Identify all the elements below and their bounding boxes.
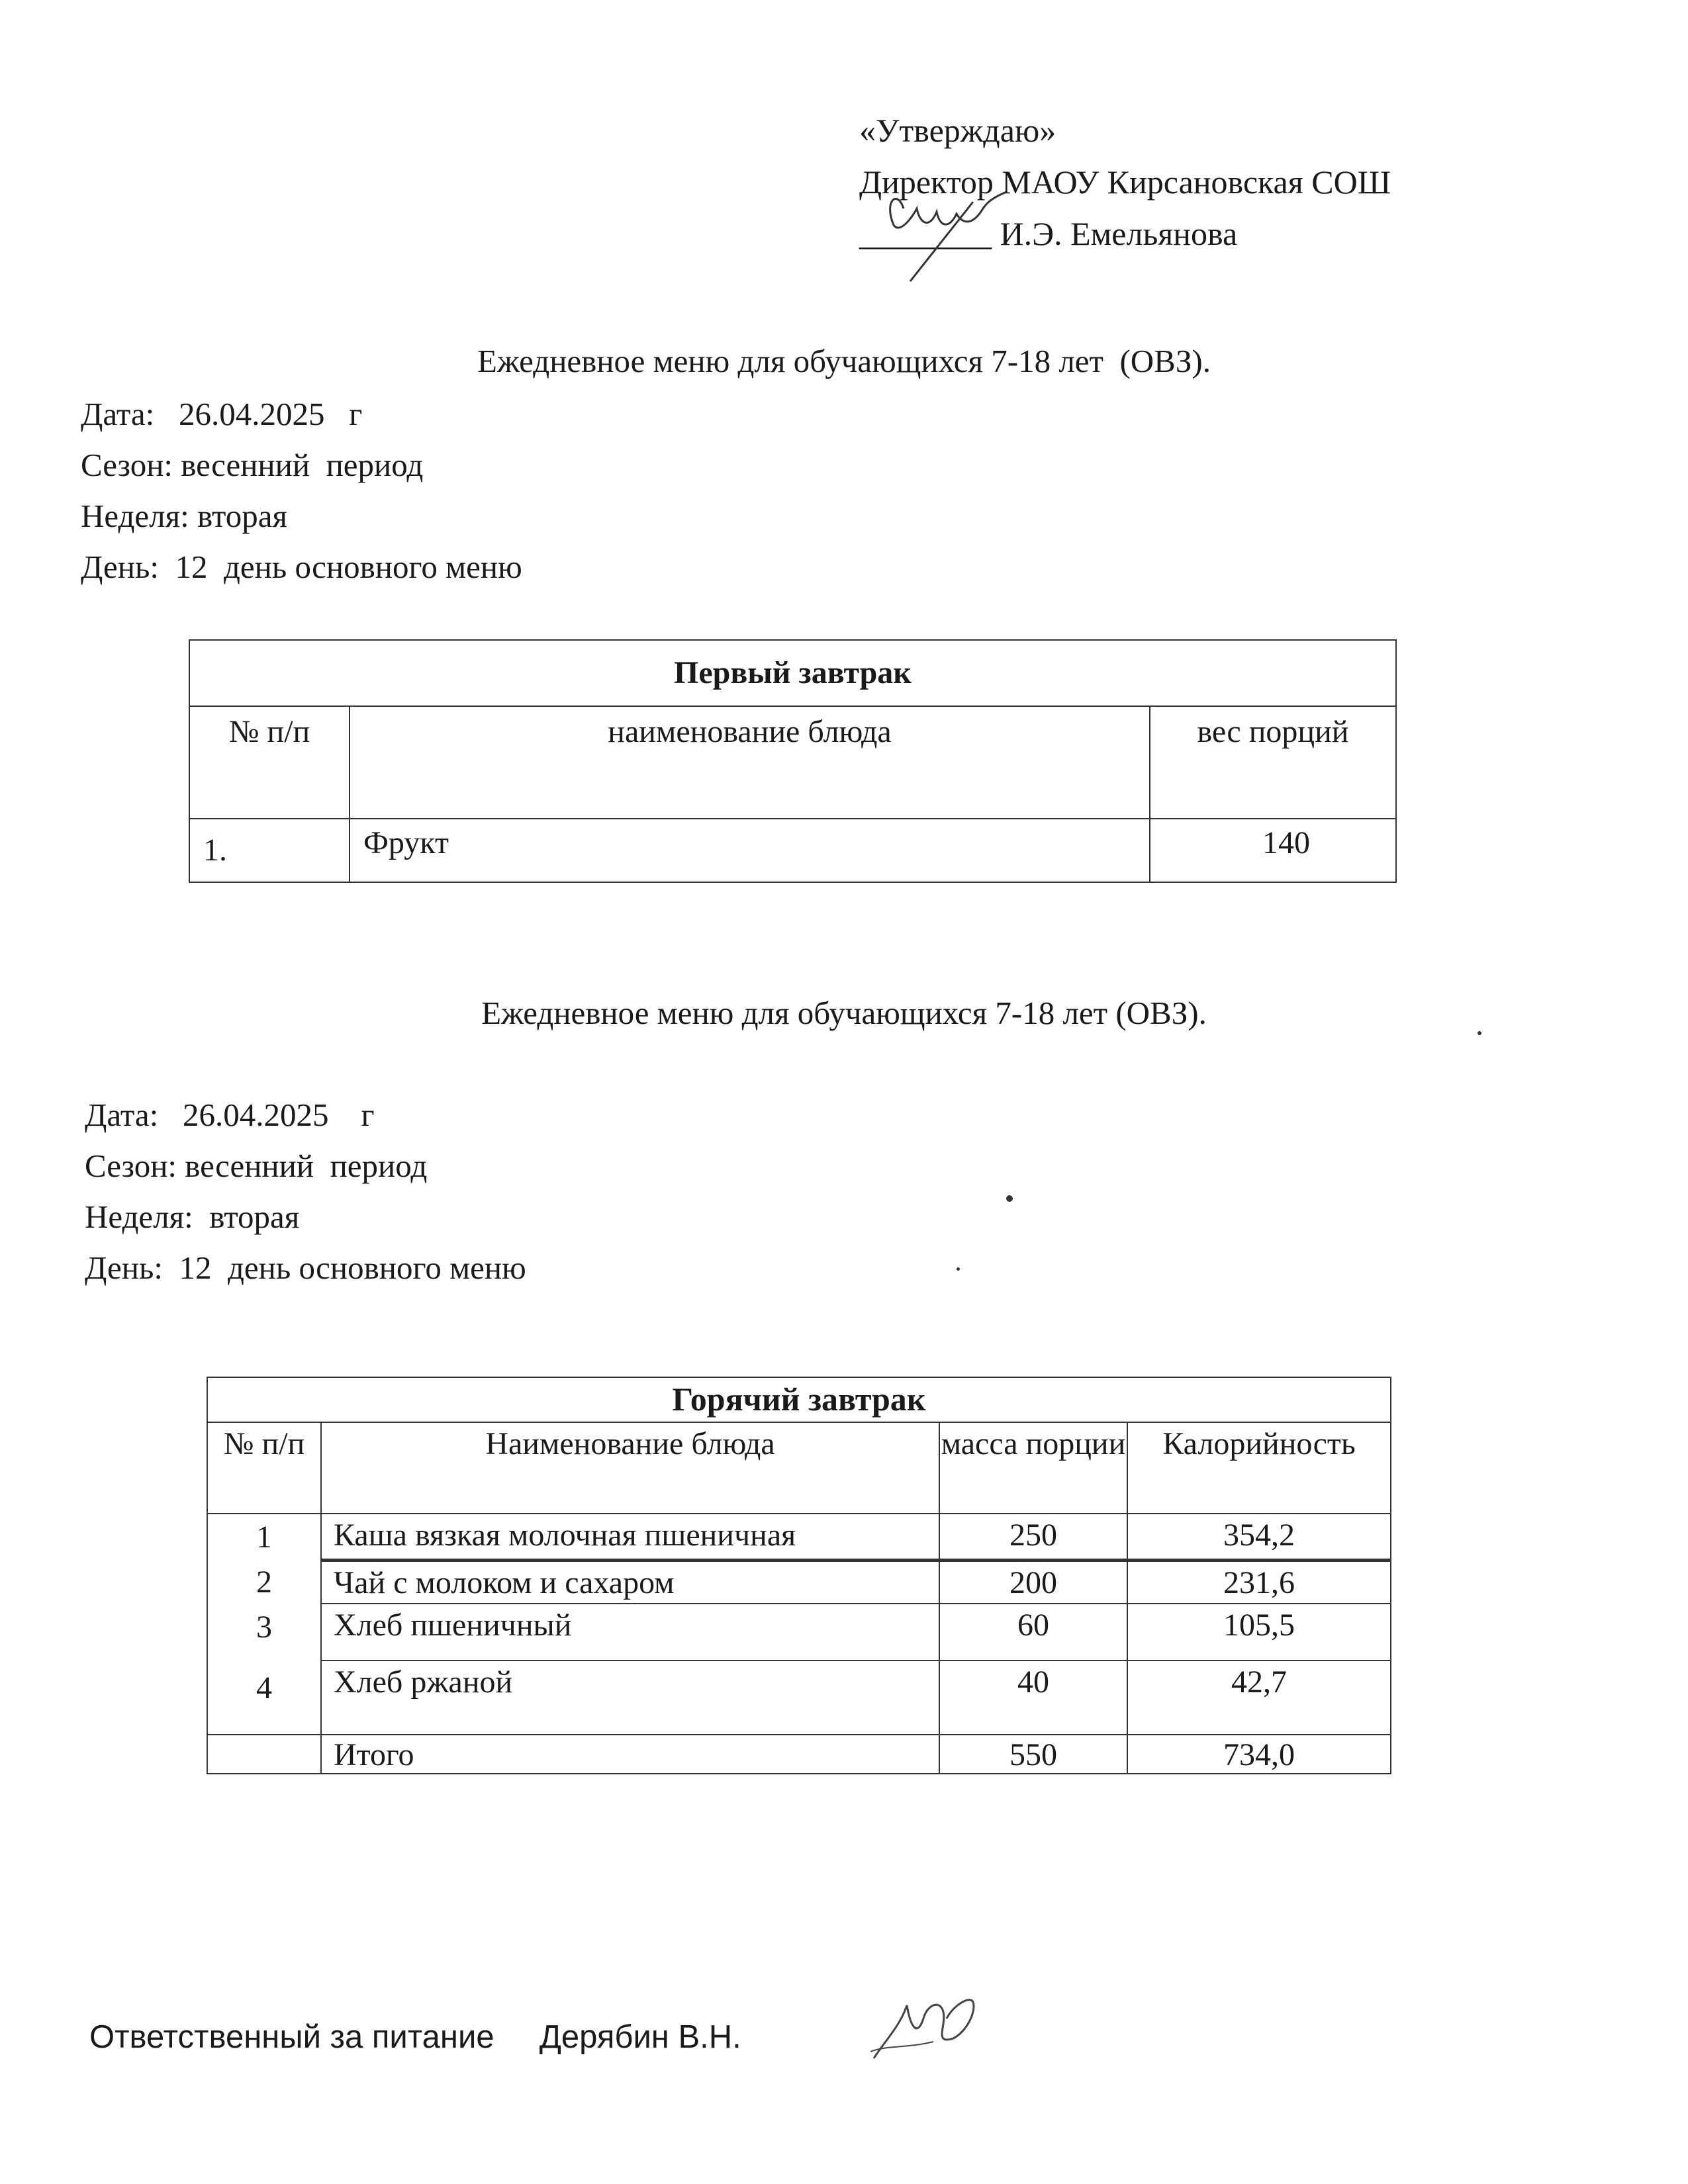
table-row [189,819,1396,882]
col-header-dish: Наименование блюда [321,1422,939,1514]
section2-day: День: 12 день основного меню [85,1250,526,1286]
row-weight: 140 [1150,819,1396,882]
approval-position: Директор МАОУ Кирсановская СОШ [859,163,1391,201]
row-calories: 105,5 [1127,1604,1391,1661]
total-number-cell [207,1735,321,1774]
footer-label: Ответственный за питание [89,2019,494,2055]
table-row [207,1514,1391,1560]
row-dish: Фрукт [350,819,1150,882]
row-dish: Хлеб пшеничный [321,1604,939,1661]
table-row [207,1604,1391,1661]
total-mass: 550 [939,1735,1127,1774]
section2-season: Сезон: весенний период [85,1148,428,1184]
row-number: 2 [256,1565,272,1600]
responsible-signature-icon [861,1979,993,2078]
scan-speck [1477,1031,1481,1035]
col-header-calories: Калорийность [1127,1422,1391,1514]
row-dish: Хлеб ржаной [321,1661,939,1735]
col-header-weight: вес порций [1150,706,1396,819]
row-number: 3 [256,1610,272,1645]
scan-speck [957,1267,960,1271]
section2-date: Дата: 26.04.2025 г [85,1097,375,1133]
section1-week: Неделя: вторая [81,498,287,534]
footer-responsible [89,2019,741,2056]
total-row [207,1735,1391,1774]
total-calories: 734,0 [1127,1735,1391,1774]
footer-name: Дерябин В.Н. [539,2019,741,2055]
director-name: И.Э. Емельянова [992,215,1238,252]
row-mass: 40 [939,1661,1127,1735]
row-number: 1. [189,819,350,882]
section1-date: Дата: 26.04.2025 г [81,396,363,432]
row-dish: Чай с молоком и сахаром [321,1560,939,1604]
col-header-dish: наименование блюда [350,706,1150,819]
row-number: 1 [256,1520,272,1555]
row-calories: 231,6 [1127,1560,1391,1604]
approval-heading: «Утверждаю» [859,112,1056,149]
row-numbers-cell [207,1514,321,1735]
hot-breakfast-title: Горячий завтрак [207,1377,1391,1422]
col-header-number: № п/п [207,1422,321,1514]
row-dish: Каша вязкая молочная пшеничная [321,1514,939,1560]
row-mass: 200 [939,1560,1127,1604]
first-breakfast-table [189,639,1397,883]
section2-title: Ежедневное меню для обучающихся 7-18 лет (ОВЗ). [481,995,1207,1031]
row-mass: 60 [939,1604,1127,1661]
table-row [207,1661,1391,1735]
row-number: 4 [256,1670,272,1706]
total-label: Итого [321,1735,939,1774]
section2-week: Неделя: вторая [85,1199,300,1235]
row-calories: 42,7 [1127,1661,1391,1735]
col-header-number: № п/п [189,706,350,819]
scan-speck [1006,1195,1013,1202]
hot-breakfast-table [207,1377,1391,1774]
table-row [207,1560,1391,1604]
section1-day: День: 12 день основного меню [81,549,522,585]
first-breakfast-title: Первый завтрак [189,640,1396,706]
col-header-mass: масса порции [939,1422,1127,1514]
director-signature-icon [857,162,1029,295]
section1-title: Ежедневное меню для обучающихся 7-18 лет (ОВЗ). [477,343,1211,379]
row-mass: 250 [939,1514,1127,1560]
row-calories: 354,2 [1127,1514,1391,1560]
signature-blank: ________ [859,215,992,252]
section1-season: Сезон: весенний период [81,447,424,483]
